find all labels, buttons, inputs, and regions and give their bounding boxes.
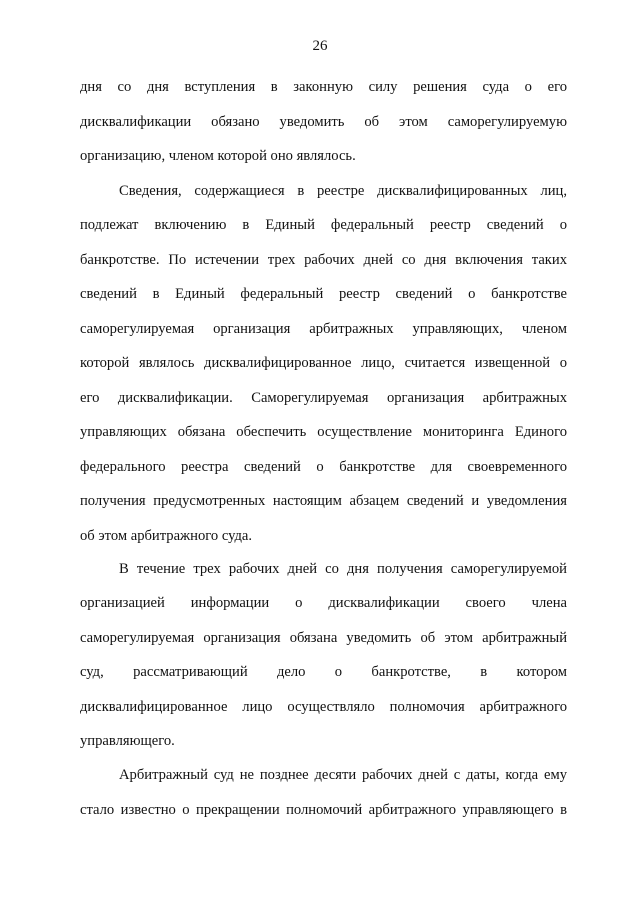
- text-line: об этом арбитражного суда.: [80, 528, 253, 544]
- text-line: получения предусмотренных настоящим абзацем сведений и уведомления: [80, 493, 567, 509]
- text-line: дня со дня вступления в законную силу решения суда о его: [80, 79, 567, 95]
- text-line: дисквалификации обязано уведомить об этом саморегулируемую: [80, 114, 567, 130]
- text-line: федерального реестра сведений о банкротстве для своевременного: [80, 459, 567, 475]
- text-line: саморегулируемая организация арбитражных управляющих, членом: [80, 321, 567, 337]
- text-line: организацию, членом которой оно являлось.: [80, 148, 356, 164]
- text-line: подлежат включению в Единый федеральный реестр сведений о: [80, 217, 567, 233]
- text-line: организацией информации о дисквалификации своего члена: [80, 595, 567, 611]
- text-line: которой являлось дисквалифицированное лицо, считается извещенной о: [80, 355, 567, 371]
- text-line: банкротстве. По истечении трех рабочих дней со дня включения таких: [80, 252, 567, 268]
- text-line: сведений в Единый федеральный реестр сведений о банкротстве: [80, 286, 567, 302]
- paragraph-first-line: В течение трех рабочих дней со дня получения саморегулируемой: [119, 561, 567, 577]
- text-line: стало известно о прекращении полномочий арбитражного управляющего в: [80, 802, 567, 818]
- paragraph-first-line: Арбитражный суд не позднее десяти рабочих дней с даты, когда ему: [119, 767, 567, 783]
- text-line: его дисквалификации. Саморегулируемая организация арбитражных: [80, 390, 567, 406]
- text-line: управляющего.: [80, 733, 175, 749]
- text-line: саморегулируемая организация обязана уведомить об этом арбитражный: [80, 630, 567, 646]
- text-line: управляющих обязана обеспечить осуществление мониторинга Единого: [80, 424, 567, 440]
- page-number: 26: [312, 38, 328, 54]
- text-line: дисквалифицированное лицо осуществляло полномочия арбитражного: [80, 699, 567, 715]
- text-line: суд, рассматривающий дело о банкротстве, в котором: [80, 664, 567, 680]
- paragraph-first-line: Сведения, содержащиеся в реестре дисквалифицированных лиц,: [119, 183, 567, 199]
